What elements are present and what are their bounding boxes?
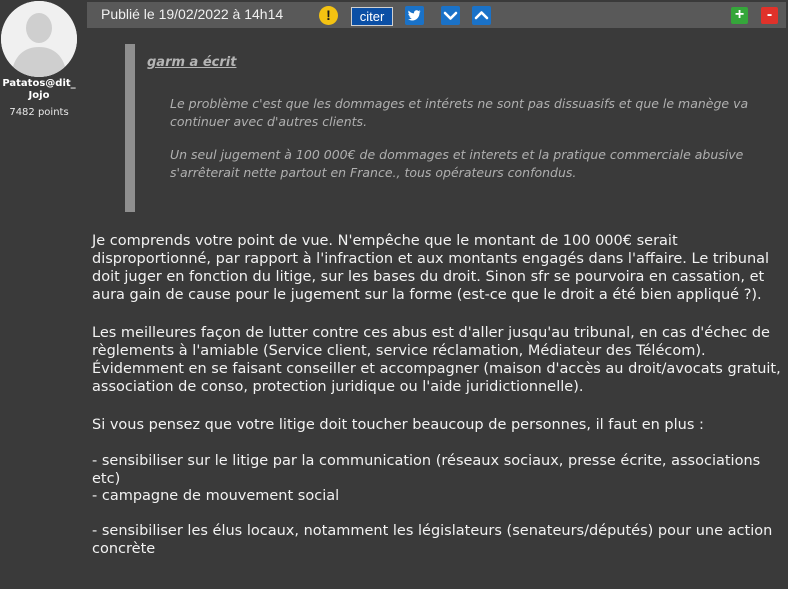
quote-bar bbox=[125, 44, 135, 212]
published-date: Publié le 19/02/2022 à 14h14 bbox=[101, 6, 284, 22]
upvote-button[interactable]: + bbox=[731, 7, 748, 24]
post-header bbox=[87, 2, 786, 28]
warning-icon[interactable]: ! bbox=[319, 6, 338, 25]
message-paragraph: Les meilleures façon de lutter contre ces abus est d'aller jusqu'au tribunal, en cas d'échec de règlements à l'amiable (Service client, service réclamation, Médiateur des Télécom). Évidemment en se faisant conseiller et accompagner (maison d'accès au droit/avocats gratuit, association de conso, protection juridique ou l'aide juridictionnelle). bbox=[92, 325, 781, 395]
citer-button[interactable]: citer bbox=[351, 7, 393, 26]
author-panel bbox=[0, 0, 85, 589]
quote-author[interactable]: garm a écrit bbox=[147, 55, 237, 70]
scroll-up-button[interactable] bbox=[472, 6, 491, 25]
scroll-down-button[interactable] bbox=[441, 6, 460, 25]
author-points: 7482 points bbox=[9, 107, 69, 118]
message-paragraph: Je comprends votre point de vue. N'empêche que le montant de 100 000€ serait disproportionné, par rapport à l'infraction et aux montants engagés dans l'affaire. Le tribunal doit juger en fonction du litige, sur les bases du droit. Sinon sfr se pourvoira en cassation, et aura gain de cause pour le jugement sur la forme (est-ce que le droit a été bien appliqué ?). bbox=[92, 233, 770, 303]
quote-paragraph: Un seul jugement à 100 000€ de dommages et interets et la pratique commerciale abusive s'arrêterait nette partout en France., tous opérateurs confondus. bbox=[170, 147, 744, 180]
message-list-item: - sensibiliser les élus locaux, notamment les législateurs (senateurs/députés) pour une action concrète bbox=[92, 523, 773, 557]
message-paragraph: Si vous pensez que votre litige doit toucher beaucoup de personnes, il faut en plus : bbox=[92, 417, 704, 433]
twitter-icon bbox=[405, 6, 424, 25]
quote-paragraph: Le problème c'est que les dommages et intérets ne sont pas dissuasifs et que le manège va continuer avec d'autres clients. bbox=[170, 96, 749, 129]
downvote-button[interactable]: - bbox=[761, 7, 778, 24]
author-name[interactable]: Patatos@dit_ Jojo bbox=[2, 78, 76, 101]
message-list-item: - sensibiliser sur le litige par la communication (réseaux sociaux, presse écrite, associations etc) bbox=[92, 453, 761, 487]
avatar-silhouette-icon bbox=[1, 1, 77, 77]
chevron-down-icon bbox=[441, 6, 460, 25]
message-list-item: - campagne de mouvement social bbox=[92, 488, 340, 504]
twitter-share-button[interactable] bbox=[405, 6, 424, 25]
avatar[interactable] bbox=[1, 1, 77, 77]
chevron-up-icon bbox=[472, 6, 491, 25]
